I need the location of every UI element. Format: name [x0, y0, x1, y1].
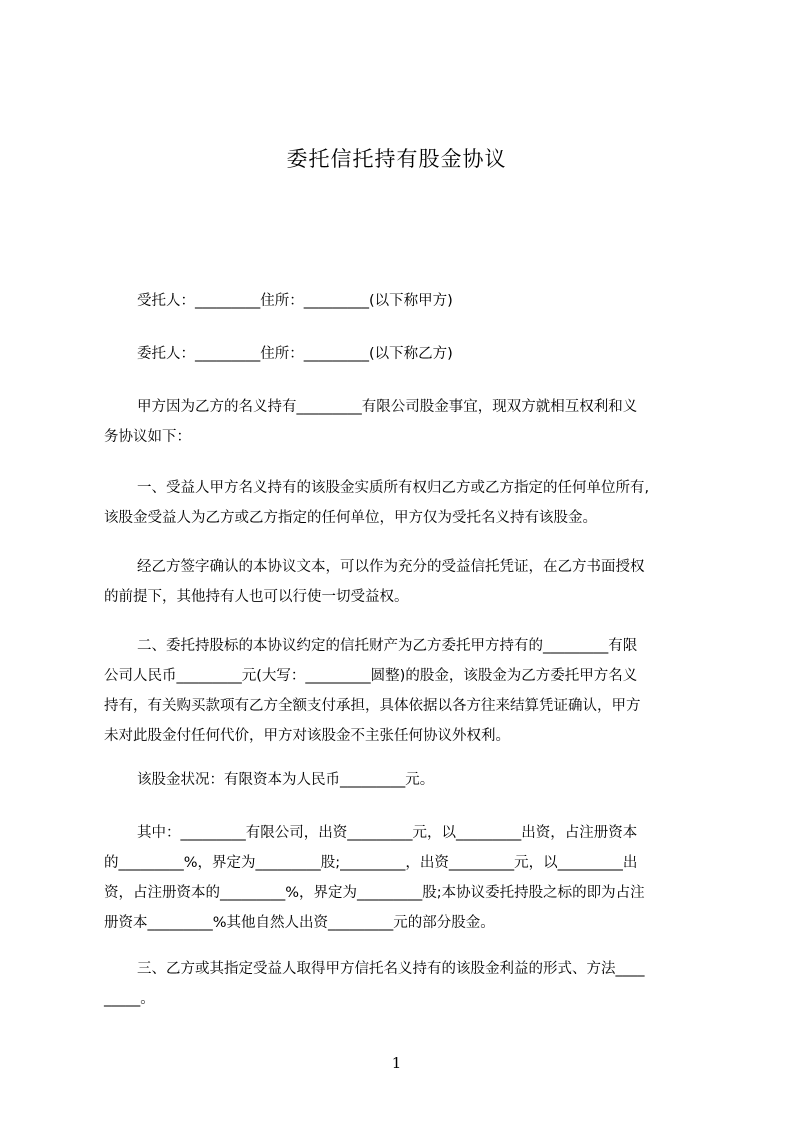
- clause-2-line: 公司人民币_________元(大写：_________圆整)的股金，该股金为乙方委托甲方名义: [104, 668, 638, 684]
- equity-status-line: [137, 765, 737, 795]
- clause-1-paragraph: [104, 473, 704, 533]
- party-a-line: [137, 286, 737, 316]
- intro-line: 甲方因为乙方的名义持有_________有限公司股金事宜，现双方就相互权利和义: [137, 399, 638, 415]
- clause-3-paragraph: [104, 954, 704, 1014]
- clause-2-paragraph: [104, 631, 704, 751]
- party-b-text: 委托人：_________住所：_________(以下称乙方): [137, 346, 453, 362]
- intro-line: 务协议如下：: [104, 429, 191, 445]
- breakdown-line: 册资本_________%其他自然人出资_________元的部分股金。: [104, 915, 495, 931]
- clause-2-line: 持有，有关购买款项有乙方全额支付承担，具体依据以各方往来结算凭证确认，甲方: [104, 698, 641, 714]
- party-b-line: [137, 339, 737, 369]
- clause-1-note-line: 经乙方签字确认的本协议文本，可以作为充分的受益信托凭证，在乙方书面授权: [137, 559, 645, 575]
- breakdown-line: 的_________%，界定为_________股;_________，出资_________元，以_________出: [104, 855, 638, 871]
- clause-3-line: _____。: [104, 991, 155, 1007]
- clause-1-note-paragraph: [104, 552, 704, 612]
- equity-status-text: 该股金状况：有限资本为人民币_________元。: [137, 772, 435, 788]
- clause-2-line: 二、委托持股标的本协议约定的信托财产为乙方委托甲方持有的_________有限: [137, 638, 638, 654]
- clause-3-line: 三、乙方或其指定受益人取得甲方信托名义持有的该股金利益的形式、方法____: [137, 961, 645, 977]
- party-a-text: 受托人：_________住所：_________(以下称甲方): [137, 293, 453, 309]
- clause-1-line: 该股金受益人为乙方或乙方指定的任何单位，甲方仅为受托名义持有该股金。: [104, 510, 597, 526]
- intro-paragraph: [104, 392, 704, 452]
- page-number: 1: [391, 1054, 402, 1072]
- clause-2-line: 未对此股金付任何代价，甲方对该股金不主张任何协议外权利。: [104, 728, 510, 744]
- clause-1-note-line: 的前提下，其他持有人也可以行使一切受益权。: [104, 589, 409, 605]
- breakdown-paragraph: [104, 818, 704, 938]
- breakdown-line: 其中：_________有限公司，出资_________元，以_________出资，占注册资本: [137, 825, 638, 841]
- breakdown-line: 资，占注册资本的_________%，界定为_________股;本协议委托持股之标的即为占注: [104, 885, 645, 901]
- clause-1-line: 一、受益人甲方名义持有的该股金实质所有权归乙方或乙方指定的任何单位所有,: [137, 480, 650, 496]
- document-title: 委托信托持有股金协议: [286, 147, 507, 171]
